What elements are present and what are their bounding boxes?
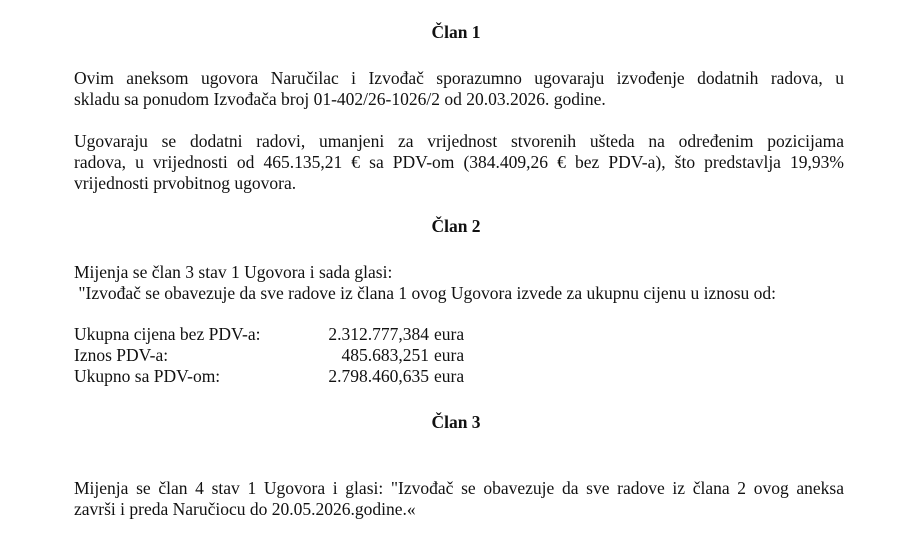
article-2-paragraph-1: [74, 262, 844, 304]
amount-currency: eura: [434, 366, 465, 386]
amount-row-vat: [74, 345, 464, 366]
text-line: završi i preda Naručiocu do 20.05.2026.godine.«: [74, 499, 416, 519]
amount-label: Ukupno sa PDV-om:: [74, 366, 221, 386]
article-1-paragraph-2: [74, 131, 844, 194]
amount-value: 2.798.460,635: [328, 366, 429, 386]
amount-label: Iznos PDV-a:: [74, 345, 169, 365]
amount-label: Ukupna cijena bez PDV-a:: [74, 324, 261, 344]
text-line: Ovim aneksom ugovora Naručilac i Izvođač sporazumno ugovaraju izvođenje dodatnih radova, u: [74, 68, 844, 88]
text-line: vrijednosti prvobitnog ugovora.: [74, 173, 297, 193]
article-1-heading: Član 1: [431, 22, 481, 42]
amount-currency: eura: [434, 345, 465, 365]
text-line: Mijenja se član 4 stav 1 Ugovora i glasi: "Izvođač se obavezuje da sve radove iz člana 2 ovog aneksa: [74, 478, 844, 498]
text-line: Ugovaraju se dodatni radovi, umanjeni za vrijednost stvorenih ušteda na određenim pozicijama: [74, 131, 844, 151]
text-line: skladu sa ponudom Izvođača broj 01-402/26-1026/2 od 20.03.2026. godine.: [74, 89, 606, 109]
article-2-heading: Član 2: [431, 216, 481, 236]
article-3-heading: Član 3: [431, 412, 481, 432]
text-line: "Izvođač se obavezuje da sve radove iz člana 1 ovog Ugovora izvede za ukupnu cijenu u iznosu od:: [74, 283, 777, 303]
amount-row-net: [74, 324, 464, 345]
article-1-paragraph-1: [74, 68, 844, 110]
text-line: Mijenja se član 3 stav 1 Ugovora i sada glasi:: [74, 262, 393, 282]
article-3-paragraph-1: [74, 478, 844, 520]
text-line: radova, u vrijednosti od 465.135,21 € sa PDV-om (384.409,26 € bez PDV-a), što predstavlja 19,93%: [74, 152, 844, 172]
amount-value: 2.312.777,384: [328, 324, 429, 344]
amounts-list: [74, 324, 464, 387]
amount-value: 485.683,251: [341, 345, 429, 365]
amount-currency: eura: [434, 324, 465, 344]
amount-row-total: [74, 366, 464, 387]
